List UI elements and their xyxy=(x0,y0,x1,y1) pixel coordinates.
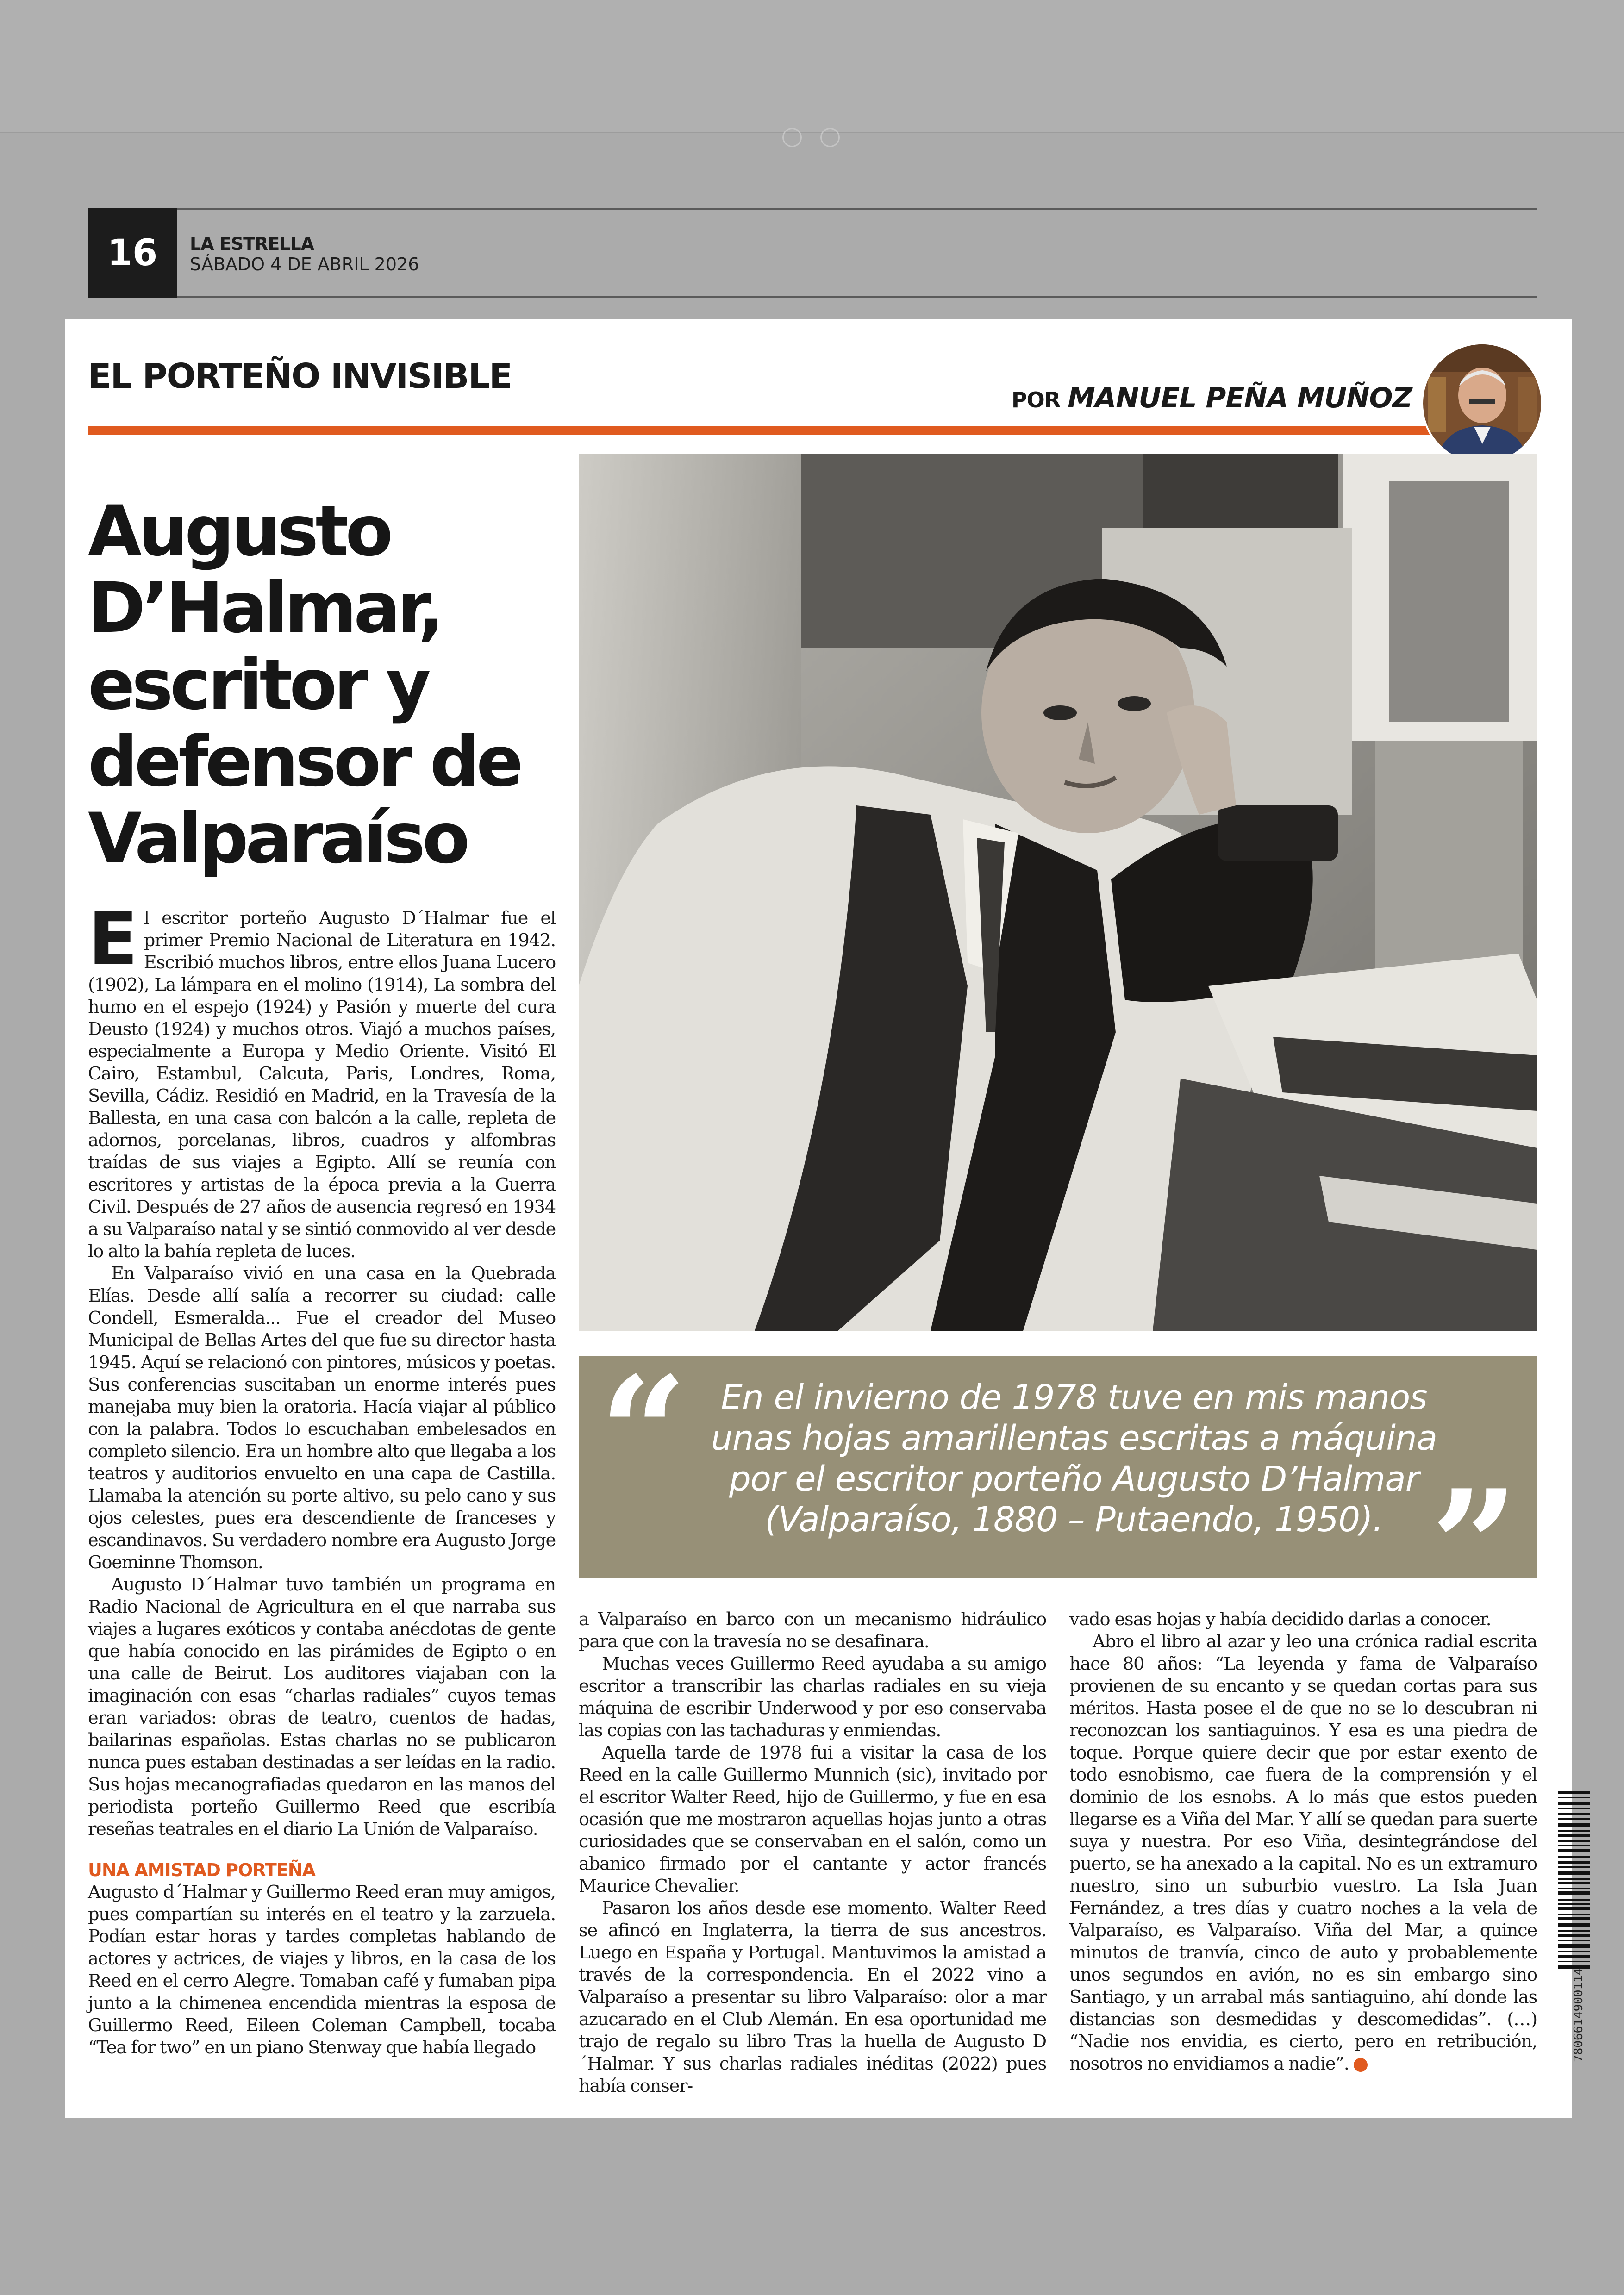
header-rule-top xyxy=(88,208,1537,210)
paragraph-text: Abro el libro al azar y leo una crónica radial escrita hace 80 años: “La leyenda y fama de Valparaíso provienen de su encanto y se quedan cortas para sus méritos. Hasta posee el de que no se lo descubran ni reconozcan los santiaguinos. Y esa es una piedra de toque. Porque quiere decir que por estar exento de todo esnobismo, cae fuera de la comprensión y el dominio de los esnobs. A lo más que estos pueden llegarse es a Viña del Mar. Y allí se quedan para suerte suya y nuestra. Por eso Viña, desintegrándose del puerto, se ha anexado a la capital. No es un extramuro nuestro, sino un suburbio vuestro. La Isla Juan Fernández, a tres días y cuatro noches a la vela de Valparaíso, es Valparaíso. Viña del Mar, a quince minutos de tranvía, cinco de auto y probablemente unos segundos en avión, no es sin embargo sino Santiago, y un arrabal más santiaguino, ahí donde las distancias son desmedidas y descomedidas”. (…) “Nadie nos envidia, es cierto, pero en retribución, nosotros no envidiamos a nadie”. xyxy=(1069,1631,1537,2074)
subheading: UNA AMISTAD PORTEÑA xyxy=(88,1860,315,1880)
paragraph: Augusto D´Halmar tuvo también un programa en Radio Nacional de Agricultura en el que narraba sus viajes a lugares exóticos y contaba anécdotas de gente que había conocido en las pirámides de Egipto o en una calle de Beirut. Los auditores viajaban con la imaginación con esas “charlas radiales” cuyos temas eran variados: obras de teatro, cuentos de hadas, bailarinas españolas. Estas charlas no se publicaron nunca pues estaban destinadas a ser leídas en la radio. Sus hojas mecanografiadas quedaron en las manos del periodista porteño Guillermo Reed que escribía reseñas teatrales en el diario La Unión de Valparaíso. xyxy=(88,1574,556,1840)
page-number: 16 xyxy=(88,208,177,298)
paragraph: vado esas hojas y había decidido darlas a conocer. xyxy=(1069,1609,1491,1630)
paragraph: Augusto d´Halmar y Guillermo Reed eran muy amigos, pues compartían su interés en el teatro y la zarzuela. Podían estar horas y tardes completas hablando de actores y actrices, de viajes y libros, en la casa de los Reed en el cerro Alegre. Tomaban café y fumaban pipa junto a la chimenea encendida mientras la esposa de Guillermo Reed, Eileen Coleman Campbell, tocaba “Tea for two” en un piano Stenway que había llegado xyxy=(88,1882,556,2058)
section-rule xyxy=(88,426,1472,435)
byline-prefix: POR xyxy=(1011,387,1061,412)
author-avatar xyxy=(1421,343,1543,464)
headline-line: Augusto xyxy=(88,491,390,572)
paragraph: Muchas veces Guillermo Reed ayudaba a su amigo escritor a transcribir las charlas radiales en su vieja máquina de escribir Underwood y por eso conservaba las copias con las tachaduras y enmiendas. xyxy=(579,1653,1046,1741)
paragraph: En Valparaíso vivió en una casa en la Quebrada Elías. Desde allí salía a recorrer su ciudad: calle Condell, Esmeralda... Fue el creador del Museo Municipal de Bellas Artes del que fue su director hasta 1945. Aquí se relacionó con pintores, músicos y poetas. Sus conferencias suscitaban un enorme interés pues manejaba muy bien la oratoria. Hacía viajar al público con la palabra. Todos lo escuchaban embelesados en completo silencio. Era un hombre alto que llegaba a los teatros y auditorios envuelto en una capa de Castilla. Llamaba la atención su porte altivo, su pelo cano y sus ojos celestes, pues era descendiente de franceses y escandinavos. Su verdadero nombre era Augusto Jorge Goeminne Thomson. xyxy=(88,1263,556,1573)
headline-line: defensor de xyxy=(88,722,520,802)
pager-dot[interactable] xyxy=(782,128,802,147)
byline xyxy=(1012,382,1412,414)
article-column-2 xyxy=(579,1609,1046,2097)
pull-quote-text: En el invierno de 1978 tuve en mis manos unas hojas amarillentas escritas a máquina por el escritor porteño Augusto D’Halmar (Valparaíso, 1880 – Putaendo, 1950). xyxy=(711,1378,1437,1540)
header-rule-bottom xyxy=(88,296,1537,298)
end-mark-icon: ✪ xyxy=(1354,2058,1368,2072)
section-title: EL PORTEÑO INVISIBLE xyxy=(88,356,512,396)
masthead xyxy=(190,234,419,274)
issue-date: SÁBADO 4 DE ABRIL 2026 xyxy=(190,254,419,274)
paragraph: a Valparaíso en barco con un mecanismo hidráulico para que con la travesía no se desafinara. xyxy=(579,1609,1046,1652)
open-quote-icon: “ xyxy=(600,1343,687,1522)
headline-line: escritor y xyxy=(88,645,428,725)
pager-dots[interactable] xyxy=(782,128,840,147)
barcode-number: 7806614900114 xyxy=(1572,1968,1586,2062)
paragraph: Aquella tarde de 1978 fui a visitar la casa de los Reed en la calle Guillermo Munnich (sic), invitado por el escritor Walter Reed, hijo de Guillermo, y fue en esa ocasión que me mostraron aquellas hojas junto a otras curiosidades que se conservaban en el salón, como un abanico firmado por el cantante y actor francés Maurice Chevalier. xyxy=(579,1742,1046,1896)
paragraph: Pasaron los años desde ese momento. Walter Reed se afincó en Inglaterra, la tierra de sus ancestros. Luego en España y Portugal. Mantuvimos la amistad a través de la correspondencia. En el 2022 vino a Valparaíso a presentar su libro Valparaíso: olor a mar azucarado en el Club Alemán. En esa oportunidad me trajo de regalo su libro Tras la huella de Augusto D´Halmar. Y sus charlas radiales inéditas (2022) pues había conser- xyxy=(579,1898,1046,2096)
close-quote-icon: ” xyxy=(1430,1456,1518,1636)
paragraph-text: l escritor porteño Augusto D´Halmar fue el primer Premio Nacional de Literatura en 1942. Escribió muchos libros, entre ellos Juana Lucero (1902), La lámpara en el molino (1914), La sombra del humo en el espejo (1924) y Pasión y muerte del cura Deusto (1924) y muchos otros. Viajó a muchos países, especialmente a Europa y Medio Oriente. Visitó El Cairo, Estambul, Calcuta, Paris, Londres, Roma, Sevilla, Cádiz. Residió en Madrid, en la Travesía de la Ballesta, en una casa con balcón a la calle, repleta de adornos, porcelanas, libros, cuadros y alfombras traídas de sus viajes a Egipto. Allí se reunía con escritores y artistas de la época previa a la Guerra Civil. Después de 27 años de ausencia regresó en 1934 a su Valparaíso natal y se sintió conmovido al ver desde lo alto la bahía repleta de luces. xyxy=(88,908,556,1262)
paragraph xyxy=(88,897,556,1263)
article-column-1 xyxy=(88,897,556,2059)
portrait-photo xyxy=(579,454,1537,1331)
barcode xyxy=(1558,1791,1590,1972)
paragraph xyxy=(1069,1631,1537,2075)
pager-dot[interactable] xyxy=(820,128,840,147)
byline-author: MANUEL PEÑA MUÑOZ xyxy=(1068,382,1412,414)
viewer-top-band xyxy=(0,0,1624,133)
headline-line: D’Halmar, xyxy=(88,568,442,649)
article-column-3 xyxy=(1069,1609,1537,2075)
newspaper-page xyxy=(65,319,1572,2118)
headline-line: Valparaíso xyxy=(88,798,467,879)
headline xyxy=(88,493,597,877)
dropcap: E xyxy=(88,897,137,982)
newspaper-name: LA ESTRELLA xyxy=(190,234,314,254)
